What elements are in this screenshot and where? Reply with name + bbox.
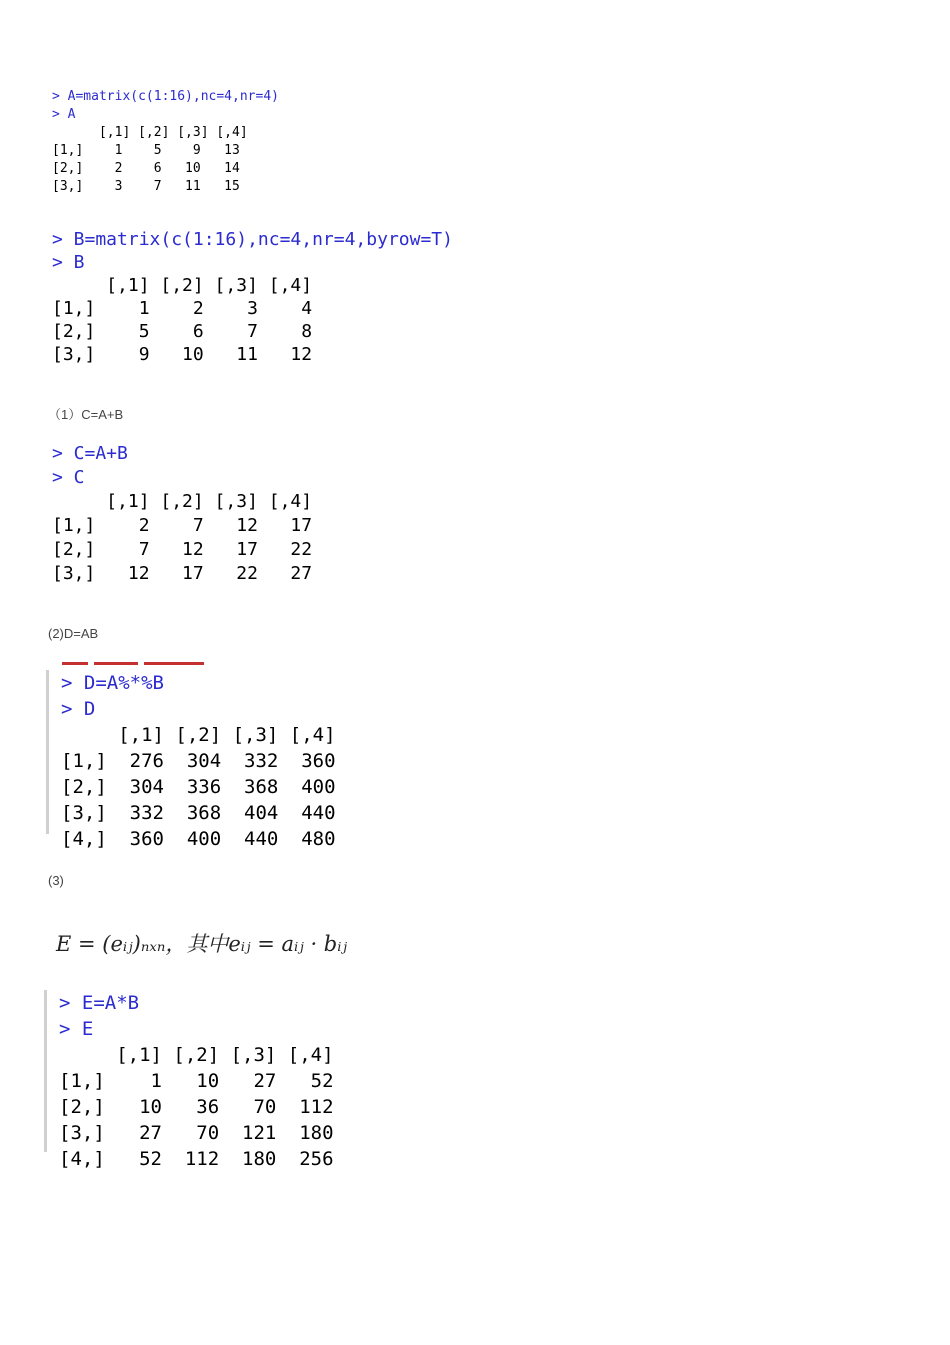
console-command: > D=A%*%B bbox=[61, 672, 164, 694]
matrix-row: [1,] 276 304 332 360 bbox=[61, 750, 336, 772]
matrix-row: [1,] 2 7 12 17 bbox=[52, 515, 313, 536]
matrix-header: [,1] [,2] [,3] [,4] bbox=[52, 275, 313, 296]
matrix-row: [3,] 27 70 121 180 bbox=[59, 1122, 334, 1144]
r-console-screenshot-c bbox=[52, 442, 382, 587]
matrix-row: [3,] 12 17 22 27 bbox=[52, 563, 313, 584]
matrix-row: [3,] 332 368 404 440 bbox=[61, 802, 336, 824]
matrix-row: [1,] 1 2 3 4 bbox=[52, 298, 313, 319]
matrix-row: [3,] 3 7 11 15 bbox=[52, 179, 240, 194]
console-command: > C=A+B bbox=[52, 443, 128, 464]
console-command: > E=A*B bbox=[59, 992, 140, 1014]
matrix-row: [1,] 1 10 27 52 bbox=[59, 1070, 334, 1092]
matrix-row: [2,] 5 6 7 8 bbox=[52, 321, 313, 342]
matrix-header: [,1] [,2] [,3] [,4] bbox=[52, 491, 313, 512]
matrix-header: [,1] [,2] [,3] [,4] bbox=[52, 125, 248, 140]
matrix-row: [1,] 1 5 9 13 bbox=[52, 143, 240, 158]
r-console-screenshot-a bbox=[52, 88, 352, 194]
matrix-row: [2,] 304 336 368 400 bbox=[61, 776, 336, 798]
cropped-red-text-fragment bbox=[62, 662, 242, 668]
matrix-row: [2,] 2 6 10 14 bbox=[52, 161, 240, 176]
matrix-row: [4,] 52 112 180 256 bbox=[59, 1148, 334, 1170]
section-label-2: (2)D=AB bbox=[48, 626, 99, 641]
r-console-screenshot-b bbox=[52, 228, 522, 370]
matrix-row: [4,] 360 400 440 480 bbox=[61, 828, 336, 850]
r-console-screenshot-e bbox=[44, 990, 419, 1170]
matrix-row: [3,] 9 10 11 12 bbox=[52, 344, 313, 365]
section-label-3: (3) bbox=[48, 873, 64, 888]
console-command: > D bbox=[61, 698, 96, 720]
console-command: > E bbox=[59, 1018, 94, 1040]
matrix-row: [2,] 7 12 17 22 bbox=[52, 539, 313, 560]
console-command: > A bbox=[52, 107, 76, 122]
matrix-header: [,1] [,2] [,3] [,4] bbox=[61, 724, 336, 746]
section-label-1: （1）C=A+B bbox=[48, 407, 124, 422]
formula: E = (eᵢⱼ)ₙₓₙ，其中eᵢⱼ = aᵢⱼ · bᵢⱼ bbox=[56, 932, 348, 956]
console-command: > B bbox=[52, 252, 85, 273]
matrix-row: [2,] 10 36 70 112 bbox=[59, 1096, 334, 1118]
r-console-screenshot-d bbox=[46, 670, 421, 850]
matrix-header: [,1] [,2] [,3] [,4] bbox=[59, 1044, 334, 1066]
console-command: > B=matrix(c(1:16),nc=4,nr=4,byrow=T) bbox=[52, 229, 453, 250]
console-command: > A=matrix(c(1:16),nc=4,nr=4) bbox=[52, 89, 279, 104]
console-command: > C bbox=[52, 467, 85, 488]
